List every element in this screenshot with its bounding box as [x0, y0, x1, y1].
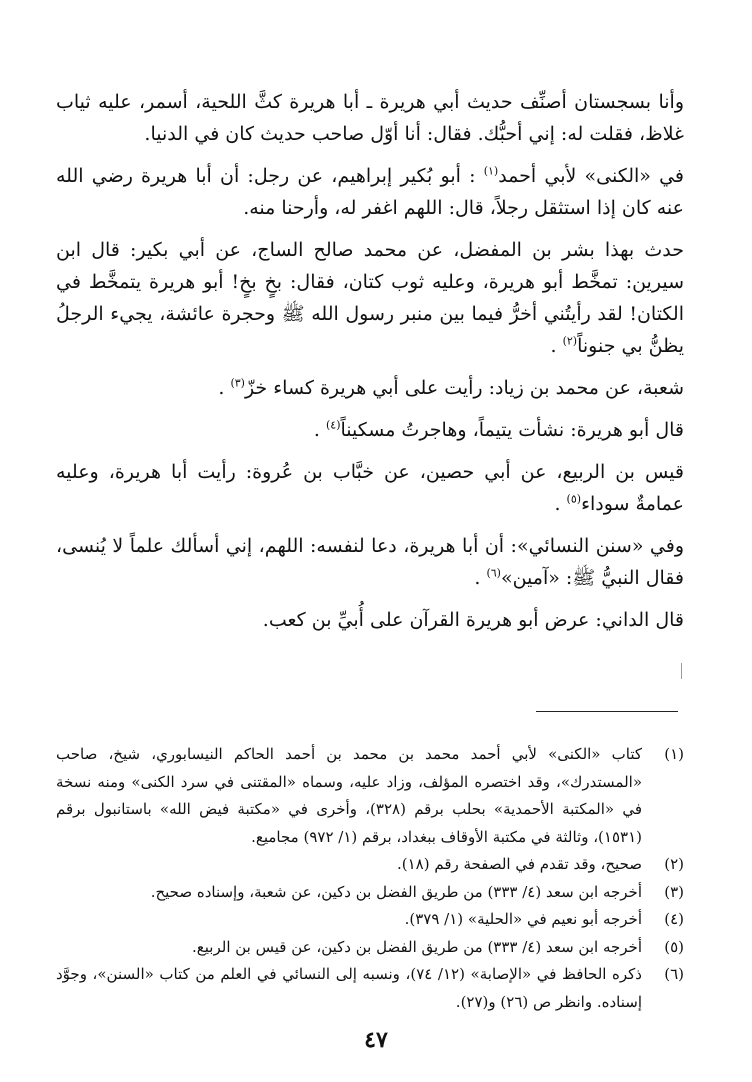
footnote-number: (٣)	[664, 882, 684, 901]
margin-mark	[681, 663, 682, 679]
paragraph: حدث بهذا بشر بن المفضل، عن محمد صالح الساج، عن أبي بكير: قال ابن سيرين: تمخَّط أبو هريرة، وعليه ثوب كتان، فقال: بخٍ بخٍ! أبو هريرة يتمخَّط في الكتان! لقد رأيتُني أخرُّ فيما بين منبر رسول الله ﷺ وحجرة عائشة، يجيء الرجلُ يظنُّ بي جنوناً$^{(٢)}$ .	[56, 239, 684, 357]
footnote-number: (٥)	[664, 937, 684, 956]
footnote-text: أخرجه أبو نعيم في «الحلية» (١/ ٣٧٩).	[404, 910, 642, 928]
footnotes	[56, 741, 684, 1016]
paragraph: شعبة، عن محمد بن زياد: رأيت على أبي هريرة كساء خزّ$^{(٣)}$ .	[218, 376, 684, 399]
main-text	[56, 86, 684, 636]
footnote-text: صحيح، وقد تقدم في الصفحة رقم (١٨).	[396, 855, 642, 873]
footnote-text: ذكره الحافظ في «الإصابة» (١٢/ ٧٤)، ونسبه إلى النسائي في العلم من كتاب «السنن»، وجوَّد إسناده. وانظر ص (٢٦) و(٢٧).	[56, 965, 642, 1011]
footnote	[56, 879, 684, 907]
footnote-text: أخرجه ابن سعد (٤/ ٣٣٣) من طريق الفضل بن دكين، عن قيس بن الربيع.	[192, 937, 642, 956]
paragraph: قيس بن الربيع، عن أبي حصين، عن خبَّاب بن عُروة: رأيت أبا هريرة، وعليه عمامةٌ سوداء$^{(٥)}$ .	[56, 461, 684, 515]
footnote	[56, 851, 684, 879]
footnote-number: (٤)	[664, 910, 684, 928]
footnote-ref[interactable]: (٥)	[566, 492, 582, 506]
footnote-number: (٦)	[664, 965, 684, 983]
footnote-separator	[536, 711, 678, 712]
footnote-ref[interactable]: (٦)	[486, 566, 501, 580]
footnote-ref[interactable]: (٣)	[230, 376, 245, 390]
footnote-text: أخرجه ابن سعد (٤/ ٣٣٣) من طريق الفضل بن دكين، عن شعبة، وإسناده صحيح.	[150, 882, 642, 901]
footnote	[56, 906, 684, 934]
footnote-number: (١)	[664, 745, 684, 763]
footnote-text: كتاب «الكنى» لأبي أحمد محمد بن محمد بن أحمد الحاكم النيسابوري، شيخ، صاحب «المستدرك»، وقد اختصره المؤلف، وزاد عليه، وسماه «المقتنى في سرد الكنى» ومنه نسخة في «المكتبة الأحمدية» بحلب برقم (٣٢٨)، وأخرى في «مكتبة فيض الله» باستانبول برقم (١٥٣١)، وثالثة في مكتبة الأوقاف ببغداد، برقم (١/ ٩٧٢) مجاميع.	[56, 745, 642, 846]
paragraph: قال الداني: عرض أبو هريرة القرآن على أُبيِّ بن كعب.	[262, 609, 684, 631]
footnote-ref[interactable]: (٤)	[326, 418, 341, 432]
paragraph: قال أبو هريرة: نشأت يتيماً، وهاجرتُ مسكيناً$^{(٤)}$ .	[313, 418, 684, 441]
footnote-number: (٢)	[664, 855, 684, 873]
footnote	[56, 741, 684, 851]
paragraph: في «الكنى» لأبي أحمد$^{(١)}$ : أبو بُكير إبراهيم، عن رجل: أن أبا هريرة رضي الله عنه كان إذا استثقل رجلاً، قال: اللهم اغفر له، وأرحنا منه.	[56, 164, 684, 219]
paragraph: وأنا بسجستان أصنِّف حديث أبي هريرة ـ أبا هريرة كثَّ اللحية، أسمر، عليه ثياب غلاظ، فقلت له: إني أحبُّك. فقال: أنا أوّل صاحب حديث كان في الدنيا.	[56, 91, 684, 145]
paragraph: وفي «سنن النسائي»: أن أبا هريرة، دعا لنفسه: اللهم، إني أسألك علماً لا يُنسى، فقال النبيُّ ﷺ: «آمين»$^{(٦)}$ .	[56, 535, 684, 589]
footnote	[56, 934, 684, 962]
page-number: ٤٧	[364, 1027, 388, 1053]
footnote	[56, 961, 684, 1016]
footnote-ref[interactable]: (١)	[483, 164, 499, 178]
footnote-ref[interactable]: (٢)	[562, 334, 578, 348]
